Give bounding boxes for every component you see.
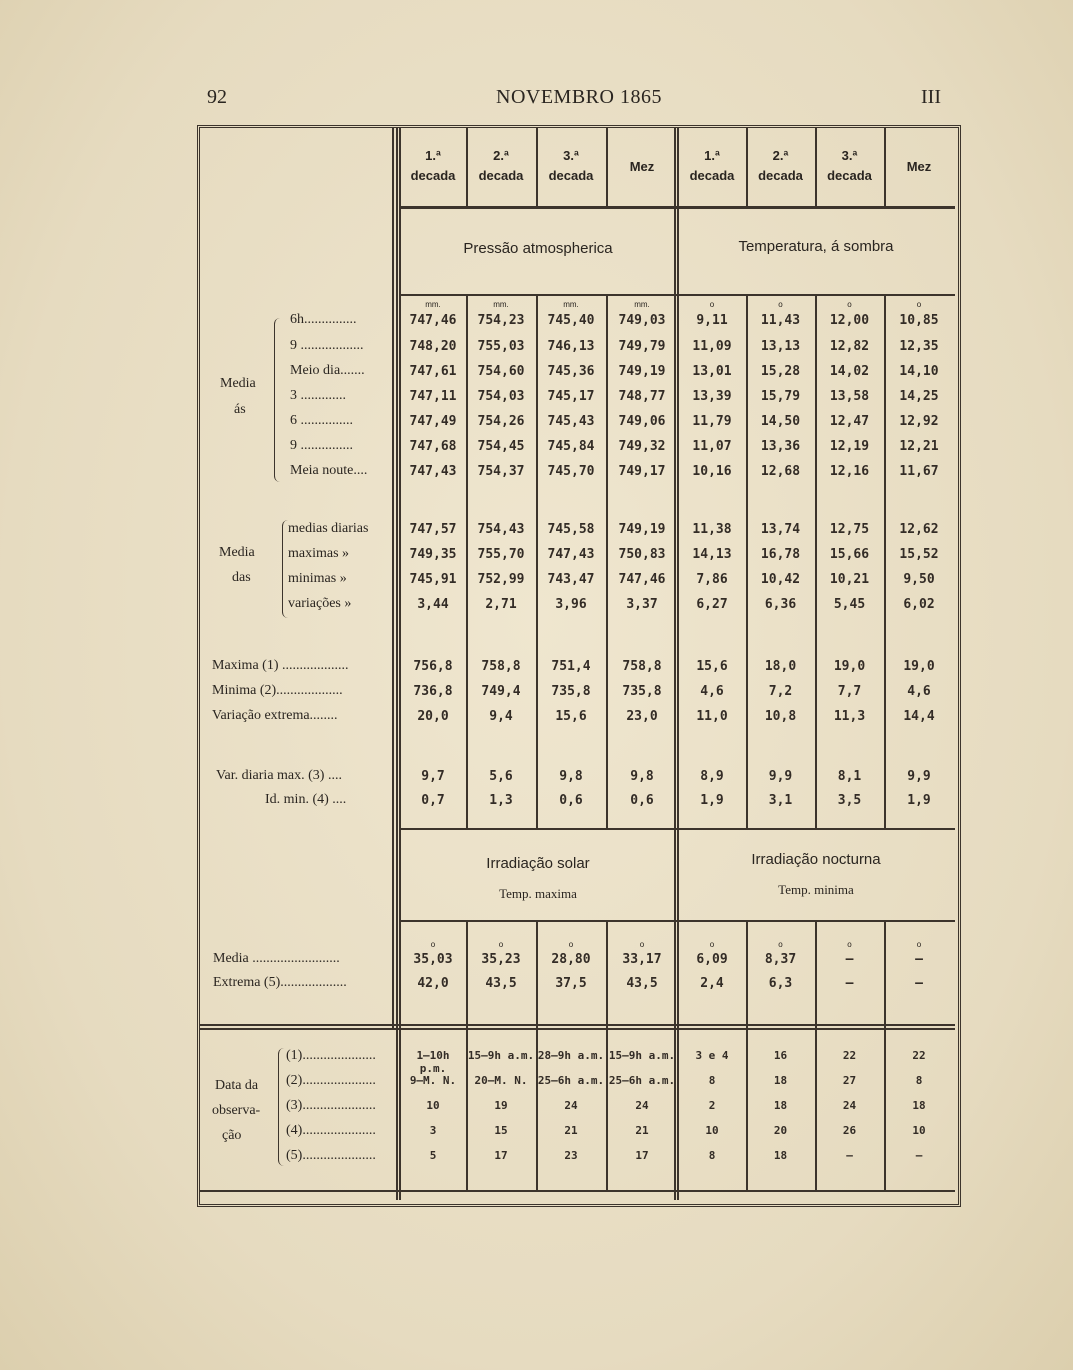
column-header-number: 3.ª	[841, 148, 858, 163]
column-header-4	[606, 157, 678, 177]
media-das-row-label: variações »	[288, 596, 352, 611]
horizontal-rule	[399, 206, 955, 209]
irradiation-row-cell: 6,09	[696, 952, 728, 967]
extreme-row-cell: 736,8	[413, 684, 453, 699]
media-as-row-cell: 749,19	[618, 364, 666, 379]
page-title: NOVEMBRO 1865	[496, 86, 662, 108]
date-row-cell: 19	[494, 1099, 508, 1112]
media-as-row-cell: 14,25	[899, 389, 939, 404]
media-as-label: Media	[220, 376, 256, 391]
date-row-cell: 22	[842, 1049, 857, 1062]
column-header-sub: decada	[478, 168, 524, 183]
media-das-row-cell: 745,58	[547, 522, 595, 537]
media-as-row-cell: 15,79	[760, 389, 801, 404]
date-row-cell: 17	[635, 1149, 649, 1162]
extreme-row-label: Maxima (1) ...................	[212, 658, 349, 673]
extreme-row-cell: 20,0	[417, 709, 449, 724]
column-header-sub: decada	[827, 168, 872, 183]
media-as-row-cell: 12,47	[829, 414, 870, 429]
media-as-row-cell: 11,09	[692, 339, 732, 354]
date-row-cell: 17	[494, 1149, 508, 1162]
media-das-row-cell: 10,21	[829, 572, 870, 587]
extreme-row-cell: 751,4	[551, 659, 591, 674]
date-row-cell: 18	[773, 1099, 788, 1112]
column-header-1	[400, 146, 466, 186]
media-as-row-cell: 745,40	[547, 313, 595, 328]
variation-row-cell: 0,7	[421, 793, 445, 808]
extreme-row-cell: 7,7	[837, 684, 862, 699]
horizontal-rule	[200, 1028, 955, 1030]
variation-row-label: Id. min. (4) ....	[265, 792, 347, 807]
media-as-row-cell: 13,01	[692, 364, 732, 379]
date-row-cell: 1–10h p.m.	[416, 1049, 450, 1075]
media-as-row-label: 6h...............	[290, 312, 357, 327]
section-temperature: Temperatura, á sombra	[738, 238, 894, 255]
column-header-7	[815, 146, 884, 186]
media-as-row-cell: 13,13	[760, 339, 801, 354]
vertical-rule	[396, 128, 398, 1200]
irradiation-row-cell: 35,03	[413, 952, 453, 967]
media-as-row-cell: 747,68	[409, 439, 457, 454]
dates-label-1: Data da	[215, 1078, 259, 1093]
date-row-cell: 18	[912, 1099, 926, 1112]
section-nocturnal-subtitle: Temp. minima	[778, 882, 854, 897]
media-as-row-label: 9 ...............	[290, 438, 353, 453]
media-as-row-cell: 754,23	[477, 313, 525, 328]
horizontal-rule	[200, 1190, 955, 1192]
column-header-number: Mez	[906, 159, 932, 174]
date-row-cell: 15–9h a.m.	[608, 1049, 676, 1062]
media-as-row-cell: 749,79	[618, 339, 666, 354]
section-roman-numeral: III	[921, 86, 941, 108]
media-as-row-cell: 747,11	[409, 389, 457, 404]
irradiation-row-cell: 42,0	[417, 976, 449, 991]
column-header-8	[884, 157, 954, 177]
media-as-row-cell: 12,35	[899, 339, 939, 354]
date-row-cell: 20–M. N.	[474, 1074, 528, 1087]
media-as-row-cell: 13,58	[829, 389, 870, 404]
unit-degree: o	[916, 940, 922, 949]
media-as-row-cell: 745,70	[547, 464, 595, 479]
media-das-row-cell: 749,35	[409, 547, 457, 562]
date-row-label: (1).....................	[286, 1048, 376, 1063]
media-as-row-cell: 747,61	[409, 364, 457, 379]
irradiation-row-cell: —	[915, 976, 923, 991]
unit-mm: mm.	[634, 300, 650, 309]
media-as-row-label: 9 ..................	[290, 338, 364, 353]
column-header-number: 1.ª	[425, 148, 441, 163]
irradiation-row-cell: 35,23	[481, 952, 521, 967]
extreme-row-cell: 19,0	[903, 659, 935, 674]
media-das-row-cell: 752,99	[477, 572, 525, 587]
section-solar-irradiation: Irradiação solar	[486, 855, 590, 872]
irradiation-row-cell: 33,17	[622, 952, 662, 967]
date-row-cell: 22	[912, 1049, 926, 1062]
media-das-row-cell: 3,44	[417, 597, 449, 612]
media-as-row-cell: 13,36	[760, 439, 801, 454]
extreme-row-cell: 10,8	[764, 709, 797, 724]
media-as-row-cell: 11,67	[899, 464, 939, 479]
column-header-sub: decada	[758, 168, 803, 183]
date-row-cell: 24	[842, 1099, 857, 1112]
date-row-label: (4).....................	[286, 1123, 376, 1138]
media-as-row-cell: 749,03	[618, 313, 666, 328]
extreme-row-cell: 758,8	[622, 659, 662, 674]
irradiation-row-cell: —	[845, 952, 854, 967]
irradiation-row-cell: 37,5	[555, 976, 587, 991]
date-row-cell: 15	[494, 1124, 508, 1137]
media-das-row-cell: 750,83	[618, 547, 666, 562]
media-as-row-cell: 14,02	[829, 364, 870, 379]
variation-row-cell: 3,5	[837, 793, 862, 808]
media-das-row-cell: 743,47	[547, 572, 595, 587]
column-header-number: 2.ª	[772, 148, 789, 163]
media-das-row-cell: 745,91	[409, 572, 457, 587]
horizontal-rule	[200, 1024, 955, 1026]
media-as-row-label: 6 ...............	[290, 413, 353, 428]
date-row-cell: 16	[773, 1049, 788, 1062]
date-row-cell: 24	[635, 1099, 649, 1112]
brace-media-as	[274, 318, 283, 482]
column-header-number: Mez	[629, 159, 655, 174]
extreme-row-cell: 7,2	[768, 684, 793, 699]
variation-row-cell: 5,6	[489, 769, 513, 784]
variation-row-cell: 1,9	[907, 793, 931, 808]
date-row-cell: 26	[842, 1124, 857, 1137]
media-as-row-cell: 10,85	[899, 313, 939, 328]
media-as-row-cell: 754,60	[477, 364, 525, 379]
media-as-row-cell: 14,50	[760, 414, 801, 429]
date-row-cell: 24	[564, 1099, 578, 1112]
media-as-row-cell: 749,32	[618, 439, 666, 454]
extreme-row-cell: 14,4	[903, 709, 935, 724]
media-das-row-cell: 3,37	[626, 597, 658, 612]
media-as-row-label: 3 .............	[290, 388, 346, 403]
date-row-cell: 8	[915, 1074, 923, 1087]
dates-label-2: observa-	[212, 1103, 261, 1118]
section-solar-subtitle: Temp. maxima	[499, 886, 577, 901]
media-das-row-cell: 3,96	[555, 597, 587, 612]
media-as-row-cell: 747,49	[409, 414, 457, 429]
media-as-row-cell: 754,03	[477, 389, 525, 404]
irradiation-row-cell: 43,5	[485, 976, 517, 991]
media-das-row-cell: 12,62	[899, 522, 939, 537]
media-as-row-cell: 12,21	[899, 439, 939, 454]
date-row-cell: 2	[708, 1099, 716, 1112]
media-das-row-cell: 7,86	[696, 572, 728, 587]
date-row-cell: 27	[842, 1074, 857, 1087]
date-row-cell: —	[915, 1149, 923, 1162]
extreme-row-cell: 4,6	[700, 684, 724, 699]
media-das-row-label: minimas »	[288, 571, 347, 586]
horizontal-rule	[399, 828, 955, 830]
unit-degree: o	[709, 300, 715, 309]
unit-degree: o	[430, 940, 436, 949]
extreme-row-cell: 735,8	[551, 684, 591, 699]
unit-degree: o	[498, 940, 504, 949]
vertical-rule	[392, 128, 394, 1028]
unit-degree: o	[847, 940, 852, 949]
media-as-row-cell: 754,37	[477, 464, 525, 479]
extreme-row-cell: 18,0	[764, 659, 797, 674]
media-as-row-cell: 745,84	[547, 439, 595, 454]
irradiation-row-cell: 2,4	[700, 976, 724, 991]
media-as-row-cell: 745,36	[547, 364, 595, 379]
date-row-label: (3).....................	[286, 1098, 376, 1113]
date-row-cell: 15–9h a.m.	[467, 1049, 535, 1062]
date-row-cell: 5	[429, 1149, 437, 1162]
column-header-number: 2.ª	[493, 148, 509, 163]
date-row-cell: 25–6h a.m.	[608, 1074, 676, 1087]
media-as-row-cell: 12,00	[829, 313, 870, 328]
extreme-row-cell: 756,8	[413, 659, 453, 674]
irradiation-row-cell: 43,5	[626, 976, 658, 991]
date-row-cell: 18	[773, 1149, 788, 1162]
media-das-row-cell: 15,52	[899, 547, 939, 562]
media-das-row-cell: 747,43	[547, 547, 595, 562]
media-as-row-cell: 748,20	[409, 339, 457, 354]
media-das-row-label: medias diarias	[288, 521, 369, 536]
media-as-row-cell: 749,17	[618, 464, 666, 479]
media-das-label-2: das	[232, 570, 251, 585]
media-as-row-cell: 12,68	[760, 464, 801, 479]
date-row-cell: —	[846, 1149, 853, 1162]
date-row-cell: 3	[429, 1124, 437, 1137]
unit-degree: o	[568, 940, 574, 949]
media-das-label: Media	[219, 545, 255, 560]
variation-row-cell: 0,6	[630, 793, 654, 808]
media-as-row-cell: 11,07	[692, 439, 732, 454]
media-as-row-cell: 14,10	[899, 364, 939, 379]
extreme-row-cell: 15,6	[555, 709, 587, 724]
media-das-row-cell: 747,46	[618, 572, 666, 587]
variation-row-cell: 9,9	[768, 769, 793, 784]
media-as-row-cell: 12,16	[829, 464, 870, 479]
horizontal-rule	[399, 920, 955, 922]
variation-row-cell: 9,9	[907, 769, 931, 784]
irradiation-row-cell: 28,80	[551, 952, 591, 967]
column-header-sub: decada	[689, 168, 735, 183]
extreme-row-cell: 758,8	[481, 659, 521, 674]
media-as-row-cell: 11,43	[760, 313, 801, 328]
media-as-row-cell: 11,79	[692, 414, 732, 429]
variation-row-cell: 0,6	[559, 793, 583, 808]
irradiation-row-cell: —	[845, 976, 854, 991]
media-das-row-cell: 747,57	[409, 522, 457, 537]
date-row-cell: 21	[564, 1124, 578, 1137]
unit-degree: o	[709, 940, 715, 949]
media-das-row-cell: 6,27	[696, 597, 728, 612]
media-as-label-2: ás	[234, 402, 246, 417]
variation-row-cell: 1,3	[489, 793, 513, 808]
media-das-row-label: maximas »	[288, 546, 350, 561]
media-das-row-cell: 9,50	[903, 572, 935, 587]
irradiation-row-cell: —	[915, 952, 923, 967]
media-as-row-cell: 12,19	[829, 439, 870, 454]
variation-row-cell: 3,1	[768, 793, 793, 808]
media-as-row-cell: 748,77	[618, 389, 666, 404]
media-das-row-cell: 15,66	[829, 547, 870, 562]
media-as-row-cell: 15,28	[760, 364, 801, 379]
extreme-row-cell: 735,8	[622, 684, 662, 699]
media-as-row-cell: 10,16	[692, 464, 732, 479]
unit-mm: mm.	[493, 300, 509, 309]
column-header-2	[466, 146, 536, 186]
page-number: 92	[207, 86, 227, 108]
media-das-row-cell: 755,70	[477, 547, 525, 562]
media-das-row-cell: 6,36	[764, 597, 797, 612]
date-row-cell: 20	[773, 1124, 788, 1137]
media-as-row-cell: 12,92	[899, 414, 939, 429]
column-header-sub: decada	[548, 168, 594, 183]
media-das-row-cell: 13,74	[760, 522, 801, 537]
date-row-cell: 25–6h a.m.	[537, 1074, 605, 1087]
column-header-sub: decada	[410, 168, 456, 183]
variation-row-cell: 8,1	[837, 769, 862, 784]
media-as-row-cell: 13,39	[692, 389, 732, 404]
media-das-row-cell: 749,19	[618, 522, 666, 537]
media-as-row-cell: 747,43	[409, 464, 457, 479]
date-row-cell: 10	[426, 1099, 440, 1112]
date-row-cell: 28–9h a.m.	[537, 1049, 605, 1062]
variation-row-cell: 9,8	[630, 769, 654, 784]
media-das-row-cell: 10,42	[760, 572, 801, 587]
date-row-cell: 21	[635, 1124, 649, 1137]
dates-label-3: ção	[222, 1128, 242, 1143]
media-as-row-label: Meio dia.......	[290, 363, 365, 378]
column-header-number: 1.ª	[704, 148, 720, 163]
variation-row-cell: 9,7	[421, 769, 445, 784]
extreme-row-cell: 11,3	[833, 709, 866, 724]
irradiation-row-cell: 8,37	[764, 952, 797, 967]
media-as-row-cell: 755,03	[477, 339, 525, 354]
extreme-row-label: Variação extrema........	[212, 708, 338, 723]
irradiation-row-label: Media .........................	[213, 951, 340, 966]
unit-degree: o	[778, 940, 783, 949]
extreme-row-cell: 23,0	[626, 709, 658, 724]
media-as-row-cell: 745,17	[547, 389, 595, 404]
extreme-row-cell: 19,0	[833, 659, 866, 674]
media-as-row-cell: 749,06	[618, 414, 666, 429]
date-row-cell: 8	[708, 1074, 716, 1087]
media-das-row-cell: 2,71	[485, 597, 517, 612]
extreme-row-cell: 749,4	[481, 684, 521, 699]
media-as-row-label: Meia noute....	[290, 463, 368, 478]
section-nocturnal-irradiation: Irradiação nocturna	[751, 851, 881, 868]
unit-degree: o	[778, 300, 783, 309]
media-as-row-cell: 754,45	[477, 439, 525, 454]
unit-mm: mm.	[425, 300, 441, 309]
unit-degree: o	[639, 940, 645, 949]
media-as-row-cell: 745,43	[547, 414, 595, 429]
media-as-row-cell: 754,26	[477, 414, 525, 429]
date-row-cell: 9–M. N.	[409, 1074, 457, 1087]
media-das-row-cell: 5,45	[833, 597, 866, 612]
date-row-cell: 10	[912, 1124, 926, 1137]
media-as-row-cell: 9,11	[696, 313, 728, 328]
extreme-row-cell: 11,0	[696, 709, 728, 724]
unit-degree: o	[847, 300, 852, 309]
date-row-label: (2).....................	[286, 1073, 376, 1088]
variation-row-cell: 8,9	[700, 769, 724, 784]
media-das-row-cell: 11,38	[692, 522, 732, 537]
column-header-3	[536, 146, 606, 186]
extreme-row-label: Minima (2)...................	[212, 683, 343, 698]
extreme-row-cell: 4,6	[907, 684, 931, 699]
irradiation-row-cell: 6,3	[768, 976, 793, 991]
media-das-row-cell: 16,78	[760, 547, 801, 562]
unit-degree: o	[916, 300, 922, 309]
variation-row-cell: 9,8	[559, 769, 583, 784]
column-header-6	[746, 146, 815, 186]
date-row-cell: 3 e 4	[695, 1049, 729, 1062]
date-row-cell: 10	[705, 1124, 719, 1137]
variation-row-cell: 1,9	[700, 793, 724, 808]
date-row-label: (5).....................	[286, 1148, 376, 1163]
date-row-cell: 18	[773, 1074, 788, 1087]
media-as-row-cell: 747,46	[409, 313, 457, 328]
section-pressure: Pressão atmospherica	[463, 240, 613, 257]
irradiation-row-label: Extrema (5)...................	[213, 975, 347, 990]
date-row-cell: 23	[564, 1149, 578, 1162]
column-header-5	[678, 146, 746, 186]
media-as-row-cell: 746,13	[547, 339, 595, 354]
media-das-row-cell: 12,75	[829, 522, 870, 537]
horizontal-rule	[399, 294, 955, 296]
extreme-row-cell: 9,4	[489, 709, 513, 724]
variation-row-label: Var. diaria max. (3) ....	[216, 768, 342, 783]
unit-mm: mm.	[563, 300, 579, 309]
extreme-row-cell: 15,6	[696, 659, 728, 674]
media-das-row-cell: 14,13	[692, 547, 732, 562]
date-row-cell: 8	[708, 1149, 716, 1162]
media-das-row-cell: 754,43	[477, 522, 525, 537]
column-header-number: 3.ª	[563, 148, 579, 163]
media-das-row-cell: 6,02	[903, 597, 935, 612]
media-as-row-cell: 12,82	[829, 339, 870, 354]
